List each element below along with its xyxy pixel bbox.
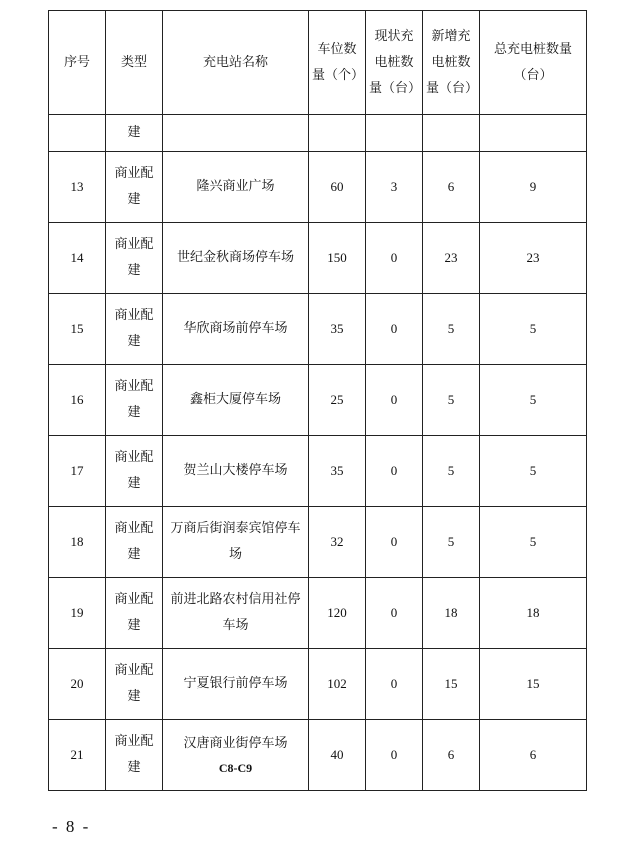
cell-spaces (309, 649, 366, 720)
cell-existing (366, 223, 423, 294)
cell-type-text: 商业配建 (114, 166, 154, 207)
cell-added (423, 294, 480, 365)
cell-index (49, 223, 106, 294)
cell-total-text: 5 (529, 321, 537, 336)
table-row (49, 720, 587, 791)
table-row (49, 649, 587, 720)
table-row (49, 365, 587, 436)
continuation-row (49, 115, 587, 152)
cell-index-text: 16 (70, 392, 84, 407)
table-row (49, 294, 587, 365)
cell-index-text: 13 (70, 179, 84, 194)
cell-existing (366, 507, 423, 578)
cell-spaces (309, 578, 366, 649)
cell-added-text: 5 (447, 534, 455, 549)
cell-name (163, 578, 309, 649)
cell-type-text: 商业配建 (114, 663, 154, 704)
cell-spaces (309, 436, 366, 507)
cell-added (423, 507, 480, 578)
header-total: 总充电桩数量（台） (480, 11, 587, 115)
cell-spaces-text: 60 (330, 179, 344, 194)
cell-spaces-text: 35 (330, 463, 344, 478)
cell-type-text: 商业配建 (114, 592, 154, 633)
header-existing: 现状充电桩数量（台） (366, 11, 423, 115)
cell-type (106, 720, 163, 791)
cell-added (423, 152, 480, 223)
cell-total (480, 152, 587, 223)
cell-total-text: 23 (526, 250, 540, 265)
cell-total (480, 649, 587, 720)
cell-index-text: 14 (70, 250, 84, 265)
cell-name-text: 华欣商场前停车场 (183, 321, 288, 336)
cell-name-text: 汉唐商业街停车场 (183, 736, 288, 751)
cell-name-text: 世纪金秋商场停车场 (176, 250, 294, 265)
cell-total-text: 5 (529, 392, 537, 407)
cell-total (480, 507, 587, 578)
cell-spaces-text: 40 (330, 747, 344, 762)
cell-type (106, 578, 163, 649)
cell-name-text: 万商后街润泰宾馆停车场 (170, 521, 301, 562)
cell-added-text: 6 (447, 747, 455, 762)
cell-added (423, 578, 480, 649)
cell-existing-text: 0 (390, 747, 398, 762)
cell-spaces (309, 294, 366, 365)
cell-spaces-text: 150 (327, 250, 347, 265)
cell-total (480, 578, 587, 649)
table-row (49, 578, 587, 649)
cell-added-text: 15 (444, 676, 458, 691)
cont-type: 建 (106, 115, 163, 152)
cell-spaces (309, 152, 366, 223)
cell-total (480, 223, 587, 294)
cell-index (49, 365, 106, 436)
cell-name (163, 649, 309, 720)
cell-type-text: 商业配建 (114, 734, 154, 775)
cell-name-text: 鑫柜大厦停车场 (189, 392, 281, 407)
cell-name (163, 507, 309, 578)
cell-index-text: 20 (70, 676, 84, 691)
cell-added (423, 436, 480, 507)
cell-name (163, 365, 309, 436)
cell-index-text: 15 (70, 321, 84, 336)
header-name: 充电站名称 (163, 11, 309, 115)
cell-spaces-text: 25 (330, 392, 344, 407)
cell-existing (366, 649, 423, 720)
cell-type-text: 商业配建 (114, 521, 154, 562)
cell-index-text: 18 (70, 534, 84, 549)
cell-name (163, 436, 309, 507)
cont-spaces (309, 115, 366, 152)
cell-existing-text: 0 (390, 250, 398, 265)
cell-type (106, 152, 163, 223)
cell-name (163, 223, 309, 294)
table-row (49, 223, 587, 294)
cell-total-text: 18 (526, 605, 540, 620)
cell-total-text: 5 (529, 463, 537, 478)
cell-spaces-text: 102 (327, 676, 347, 691)
cell-added (423, 720, 480, 791)
cell-spaces (309, 507, 366, 578)
cell-added (423, 223, 480, 294)
cell-existing-text: 0 (390, 605, 398, 620)
cell-type-text: 商业配建 (114, 450, 154, 491)
cell-existing-text: 3 (390, 179, 398, 194)
cell-name-text: 宁夏银行前停车场 (183, 676, 288, 691)
cell-existing (366, 436, 423, 507)
cell-total (480, 294, 587, 365)
cell-name-text: 隆兴商业广场 (196, 179, 275, 194)
cell-added (423, 365, 480, 436)
cell-added-text: 5 (447, 321, 455, 336)
cell-type (106, 223, 163, 294)
cont-total (480, 115, 587, 152)
cell-type (106, 436, 163, 507)
cell-total (480, 720, 587, 791)
cell-index (49, 649, 106, 720)
table-row (49, 436, 587, 507)
cell-type-text: 商业配建 (114, 308, 154, 349)
cell-index (49, 507, 106, 578)
cell-name-text: 前进北路农村信用社停车场 (170, 592, 301, 633)
cell-existing-text: 0 (390, 392, 398, 407)
cell-index-text: 19 (70, 605, 84, 620)
charging-station-table (48, 10, 587, 791)
cell-total-text: 15 (526, 676, 540, 691)
cell-total-text: 9 (529, 179, 537, 194)
table-row (49, 152, 587, 223)
cell-total (480, 436, 587, 507)
cell-index-text: 17 (70, 463, 84, 478)
cell-spaces (309, 223, 366, 294)
cell-existing-text: 0 (390, 676, 398, 691)
cell-existing-text: 0 (390, 463, 398, 478)
cell-added-text: 6 (447, 179, 455, 194)
header-added: 新增充电桩数量（台） (423, 11, 480, 115)
header-index: 序号 (49, 11, 106, 115)
cell-index (49, 436, 106, 507)
cont-added (423, 115, 480, 152)
cell-type (106, 294, 163, 365)
cell-added (423, 649, 480, 720)
cell-existing (366, 578, 423, 649)
cell-spaces-text: 35 (330, 321, 344, 336)
cell-added-text: 5 (447, 392, 455, 407)
cell-spaces (309, 365, 366, 436)
cont-index (49, 115, 106, 152)
cell-name-text: 贺兰山大楼停车场 (183, 463, 288, 478)
cell-type (106, 365, 163, 436)
cell-type (106, 507, 163, 578)
cell-added-text: 18 (444, 605, 458, 620)
cell-name-code: C8-C9 (218, 761, 253, 775)
header-spaces: 车位数量（个） (309, 11, 366, 115)
table-header-row (49, 11, 587, 115)
cell-added-text: 5 (447, 463, 455, 478)
cell-added-text: 23 (444, 250, 458, 265)
cont-name (163, 115, 309, 152)
cell-name (163, 720, 309, 791)
cell-index-text: 21 (70, 747, 84, 762)
cont-existing (366, 115, 423, 152)
cell-existing (366, 294, 423, 365)
cell-total-text: 5 (529, 534, 537, 549)
cell-name (163, 152, 309, 223)
cell-total (480, 365, 587, 436)
cell-existing (366, 720, 423, 791)
cell-existing-text: 0 (390, 534, 398, 549)
cell-existing-text: 0 (390, 321, 398, 336)
cell-index (49, 294, 106, 365)
header-type: 类型 (106, 11, 163, 115)
cell-total-text: 6 (529, 747, 537, 762)
cell-type (106, 649, 163, 720)
cell-index (49, 720, 106, 791)
page-number: - 8 - (52, 817, 91, 836)
cell-spaces (309, 720, 366, 791)
cell-spaces-text: 120 (327, 605, 347, 620)
cell-existing (366, 365, 423, 436)
cell-existing (366, 152, 423, 223)
table-row (49, 507, 587, 578)
cell-name (163, 294, 309, 365)
cell-index (49, 578, 106, 649)
cell-index (49, 152, 106, 223)
cell-type-text: 商业配建 (114, 379, 154, 420)
cell-type-text: 商业配建 (114, 237, 154, 278)
cell-spaces-text: 32 (330, 534, 344, 549)
